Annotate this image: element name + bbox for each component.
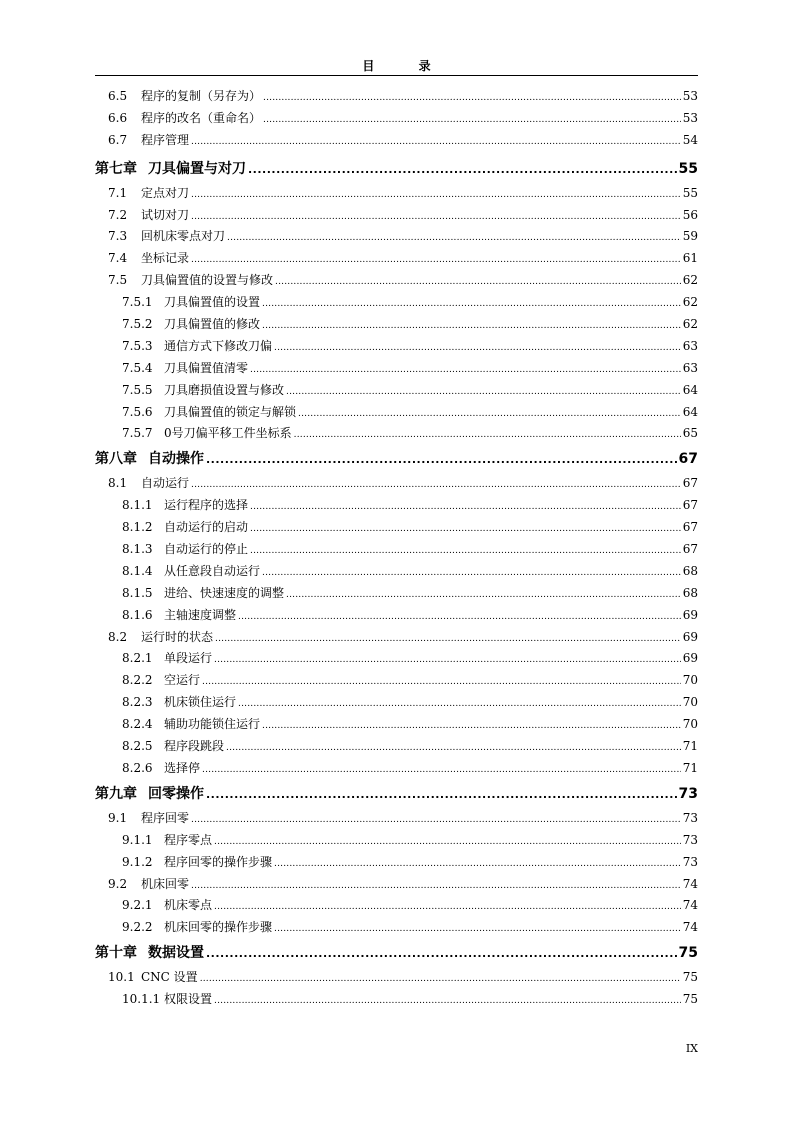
toc-entry-title: 主轴速度调整: [164, 607, 237, 622]
toc-section-entry[interactable]: [95, 183, 698, 205]
toc-entry-title: 定点对刀: [141, 185, 190, 200]
toc-dot-leader: [214, 897, 681, 919]
toc-entry-number: 6.6: [108, 110, 128, 125]
toc-entry-page: 73: [682, 854, 698, 869]
toc-entry-page: 63: [682, 360, 698, 375]
toc-dot-leader: [200, 969, 681, 991]
toc-entry-page: 74: [682, 876, 698, 891]
toc-section-entry[interactable]: [95, 874, 698, 896]
toc-dot-leader: [226, 738, 681, 760]
toc-chapter-entry[interactable]: [95, 780, 698, 808]
toc-entry-title: 选择停: [164, 760, 201, 775]
toc-entry-number: 8.1.3: [122, 542, 153, 557]
toc-dot-leader: [191, 207, 681, 229]
toc-dot-leader: [191, 876, 681, 898]
toc-entry-title: 程序段跳段: [164, 739, 225, 754]
toc-entry-title: 从任意段自动运行: [164, 563, 261, 578]
toc-section-entry[interactable]: [95, 473, 698, 495]
toc-dot-leader: [214, 991, 681, 1013]
toc-entry-title: 单段运行: [164, 651, 213, 666]
toc-entry-number: 7.2: [108, 207, 128, 222]
toc-dot-leader: [191, 132, 681, 154]
toc-dot-leader: [250, 541, 681, 563]
toc-entry-page: 68: [682, 563, 698, 578]
toc-entry-page: 69: [682, 629, 698, 644]
toc-section-entry[interactable]: [95, 226, 698, 248]
toc-dot-leader: [238, 694, 681, 716]
toc-entry-number: 第八章: [95, 451, 137, 468]
toc-entry-title: 程序的复制（另存为）: [141, 89, 262, 103]
toc-entry-number: 7.5.3: [122, 338, 153, 353]
toc-dot-leader: [191, 250, 681, 272]
toc-entry-title: 数据设置: [148, 945, 204, 962]
toc-entry-title: 程序回零: [141, 810, 190, 825]
toc-dot-leader: [202, 672, 681, 694]
toc-entry-number: 8.1.4: [122, 563, 153, 578]
toc-entry-title: 通信方式下修改刀偏: [164, 338, 273, 353]
toc-section-entry[interactable]: [95, 967, 698, 989]
toc-section-entry[interactable]: [95, 402, 698, 424]
toc-entry-title: 运行时的状态: [141, 629, 214, 644]
toc-dot-leader: [206, 446, 677, 474]
toc-dot-leader: [215, 629, 681, 651]
toc-section-entry[interactable]: [95, 830, 698, 852]
toc-entry-title: 刀具偏置值的修改: [164, 317, 261, 332]
toc-entry-page: 73: [682, 810, 698, 825]
toc-dot-leader: [263, 110, 681, 132]
toc-section-entry[interactable]: [95, 583, 698, 605]
toc-entry-page: 74: [682, 920, 698, 935]
toc-dot-leader: [274, 919, 681, 941]
toc-entry-number: 第九章: [95, 785, 137, 802]
toc-entry-title: 刀具偏置值清零: [164, 360, 249, 375]
toc-dot-leader: [286, 382, 681, 404]
toc-chapter-entry[interactable]: [95, 939, 698, 967]
toc-entry-page: 54: [682, 132, 698, 147]
toc-entry-page: 64: [682, 382, 698, 397]
toc-entry-number: 8.2.1: [122, 651, 153, 666]
toc-section-entry[interactable]: [95, 130, 698, 152]
toc-entry-page: 62: [682, 295, 698, 310]
toc-entry-page: 65: [682, 426, 698, 441]
toc-entry-number: 9.1.1: [122, 832, 153, 847]
toc-dot-leader: [248, 156, 677, 184]
toc-entry-page: 67: [678, 451, 698, 468]
toc-entry-title: 刀具磨损值设置与修改: [164, 382, 285, 397]
toc-entry-page: 75: [682, 970, 698, 985]
toc-section-entry[interactable]: [95, 714, 698, 736]
toc-dot-leader: [262, 716, 681, 738]
toc-entry-page: 63: [682, 338, 698, 353]
toc-entry-number: 8.1: [108, 476, 128, 491]
toc-section-entry[interactable]: [95, 736, 698, 758]
toc-entry-title: 刀具偏置值的设置与修改: [141, 273, 274, 288]
toc-entry-page: 73: [678, 785, 698, 802]
toc-entry-number: 8.2.2: [122, 673, 153, 688]
toc-entry-number: 10.1.1: [122, 992, 161, 1007]
toc-entry-page: 67: [682, 498, 698, 513]
toc-entry-number: 8.1.1: [122, 498, 153, 513]
toc-dot-leader: [206, 940, 677, 968]
toc-section-entry[interactable]: [95, 205, 698, 227]
toc-section-entry[interactable]: [95, 648, 698, 670]
toc-entry-title: 坐标记录: [141, 251, 190, 266]
toc-entry-page: 71: [682, 760, 698, 775]
toc-section-entry[interactable]: [95, 380, 698, 402]
toc-section-entry[interactable]: [95, 758, 698, 780]
toc-dot-leader: [294, 425, 681, 447]
toc-entry-page: 64: [682, 404, 698, 419]
toc-entry-title: 回机床零点对刀: [141, 229, 226, 244]
toc-entry-page: 70: [682, 695, 698, 710]
toc-entry-number: 第十章: [95, 945, 137, 962]
toc-entry-number: 8.2.3: [122, 695, 153, 710]
toc-dot-leader: [262, 316, 681, 338]
toc-entry-page: 74: [682, 898, 698, 913]
toc-section-entry[interactable]: [95, 539, 698, 561]
toc-entry-page: 68: [682, 585, 698, 600]
toc-section-entry[interactable]: [95, 517, 698, 539]
toc-entry-number: 6.5: [108, 89, 128, 103]
toc-entry-number: 8.1.5: [122, 585, 153, 600]
toc-entry-number: 7.4: [108, 251, 128, 266]
toc-entry-number: 8.2.4: [122, 717, 153, 732]
toc-entry-page: 75: [682, 992, 698, 1007]
header-rule: [95, 75, 698, 76]
toc-entry-number: 9.2: [108, 876, 128, 891]
toc-entry-title: 自动运行的停止: [164, 542, 249, 557]
toc-entry-title: 试切对刀: [141, 207, 190, 222]
toc-entry-title: 机床回零的操作步骤: [164, 920, 273, 935]
toc-entry-number: 7.1: [108, 185, 128, 200]
toc-dot-leader: [191, 185, 681, 207]
toc-entry-number: 8.1.6: [122, 607, 153, 622]
toc-section-entry[interactable]: [95, 495, 698, 517]
toc-chapter-entry[interactable]: [95, 155, 698, 183]
toc-section-entry[interactable]: [95, 917, 698, 939]
toc-entry-title: 运行程序的选择: [164, 498, 249, 513]
toc-dot-leader: [250, 360, 681, 382]
toc-dot-leader: [274, 338, 681, 360]
toc-entry-page: 55: [682, 185, 698, 200]
toc-entry-title: 0号刀偏平移工件坐标系: [164, 426, 292, 441]
toc-entry-title: 程序回零的操作步骤: [164, 854, 273, 869]
toc-entry-title: 空运行: [164, 673, 201, 688]
toc-section-entry[interactable]: [95, 86, 698, 108]
toc-entry-number: 7.3: [108, 229, 128, 244]
toc-dot-leader: [191, 810, 681, 832]
toc-dot-leader: [227, 228, 681, 250]
toc-section-entry[interactable]: [95, 852, 698, 874]
toc-entry-title: 自动运行的启动: [164, 520, 249, 535]
toc-entry-number: 8.2: [108, 629, 128, 644]
toc-entry-title: 程序管理: [141, 132, 190, 147]
toc-entry-title: 刀具偏置值的设置: [164, 295, 261, 310]
toc-dot-leader: [274, 854, 681, 876]
toc-entry-number: 7.5.4: [122, 360, 153, 375]
toc-entry-title: 刀具偏置与对刀: [148, 160, 246, 177]
toc-entry-page: 62: [682, 273, 698, 288]
toc-entry-page: 67: [682, 476, 698, 491]
toc-entry-title: 机床零点: [164, 898, 213, 913]
toc-entry-title: 进给、快速速度的调整: [164, 585, 285, 600]
toc-dot-leader: [263, 88, 681, 110]
toc-entry-number: 7.5: [108, 273, 128, 288]
page-header-title: 目 录: [362, 59, 451, 73]
toc-entry-number: 8.2.5: [122, 739, 153, 754]
toc-section-entry[interactable]: [95, 692, 698, 714]
toc-entry-page: 53: [682, 110, 698, 125]
toc-entry-title: 自动操作: [148, 451, 204, 468]
toc-entry-title: 刀具偏置值的锁定与解锁: [164, 404, 297, 419]
toc-entry-number: 7.5.7: [122, 426, 153, 441]
toc-dot-leader: [262, 563, 681, 585]
toc-section-entry[interactable]: [95, 358, 698, 380]
toc-entry-page: 69: [682, 651, 698, 666]
toc-entry-page: 55: [678, 160, 698, 177]
toc-entry-number: 7.5.5: [122, 382, 153, 397]
toc-entry-title: 回零操作: [148, 785, 204, 802]
toc-entry-number: 10.1: [108, 970, 135, 985]
toc-dot-leader: [298, 404, 681, 426]
toc-dot-leader: [238, 607, 681, 629]
toc-entry-page: 73: [682, 832, 698, 847]
toc-chapter-entry[interactable]: [95, 445, 698, 473]
toc-dot-leader: [250, 519, 681, 541]
toc-dot-leader: [214, 650, 681, 672]
table-of-contents: [95, 86, 698, 1011]
toc-entry-title: 程序的改名（重命名）: [141, 110, 262, 125]
toc-section-entry[interactable]: [95, 270, 698, 292]
toc-entry-number: 9.2.2: [122, 920, 153, 935]
toc-entry-title: 自动运行: [141, 476, 190, 491]
toc-entry-page: 70: [682, 717, 698, 732]
toc-section-entry[interactable]: [95, 561, 698, 583]
toc-entry-title: 机床回零: [141, 876, 190, 891]
toc-dot-leader: [206, 781, 677, 809]
toc-entry-number: 9.2.1: [122, 898, 153, 913]
toc-entry-page: 71: [682, 739, 698, 754]
toc-entry-number: 第七章: [95, 160, 137, 177]
toc-entry-title: CNC 设置: [141, 970, 198, 985]
toc-entry-page: 59: [682, 229, 698, 244]
toc-entry-page: 70: [682, 673, 698, 688]
toc-section-entry[interactable]: [95, 423, 698, 445]
toc-section-entry[interactable]: [95, 808, 698, 830]
toc-entry-number: 9.1.2: [122, 854, 153, 869]
toc-section-entry[interactable]: [95, 670, 698, 692]
toc-entry-page: 69: [682, 607, 698, 622]
toc-dot-leader: [250, 497, 681, 519]
toc-entry-page: 67: [682, 520, 698, 535]
toc-dot-leader: [214, 832, 681, 854]
toc-section-entry[interactable]: [95, 336, 698, 358]
toc-entry-page: 56: [682, 207, 698, 222]
toc-dot-leader: [275, 272, 681, 294]
toc-entry-page: 75: [678, 945, 698, 962]
toc-dot-leader: [262, 294, 681, 316]
toc-section-entry[interactable]: [95, 605, 698, 627]
toc-entry-title: 辅助功能锁住运行: [164, 717, 261, 732]
toc-entry-number: 9.1: [108, 810, 128, 825]
toc-entry-page: 61: [682, 251, 698, 266]
toc-entry-number: 7.5.6: [122, 404, 153, 419]
toc-section-entry[interactable]: [95, 989, 698, 1011]
toc-entry-title: 权限设置: [164, 992, 213, 1007]
toc-entry-number: 8.2.6: [122, 760, 153, 775]
toc-entry-number: 7.5.2: [122, 317, 153, 332]
toc-entry-page: 62: [682, 317, 698, 332]
toc-entry-number: 7.5.1: [122, 295, 153, 310]
toc-section-entry[interactable]: [95, 248, 698, 270]
toc-dot-leader: [191, 475, 681, 497]
toc-section-entry[interactable]: [95, 895, 698, 917]
toc-section-entry[interactable]: [95, 627, 698, 649]
toc-section-entry[interactable]: [95, 292, 698, 314]
toc-entry-title: 机床锁住运行: [164, 695, 237, 710]
toc-dot-leader: [286, 585, 681, 607]
toc-section-entry[interactable]: [95, 108, 698, 130]
toc-section-entry[interactable]: [95, 314, 698, 336]
toc-entry-title: 程序零点: [164, 832, 213, 847]
toc-entry-number: 6.7: [108, 132, 128, 147]
toc-entry-page: 53: [682, 89, 698, 103]
toc-entry-page: 67: [682, 542, 698, 557]
page-number: IX: [685, 1042, 698, 1055]
toc-dot-leader: [202, 760, 681, 782]
toc-entry-number: 8.1.2: [122, 520, 153, 535]
